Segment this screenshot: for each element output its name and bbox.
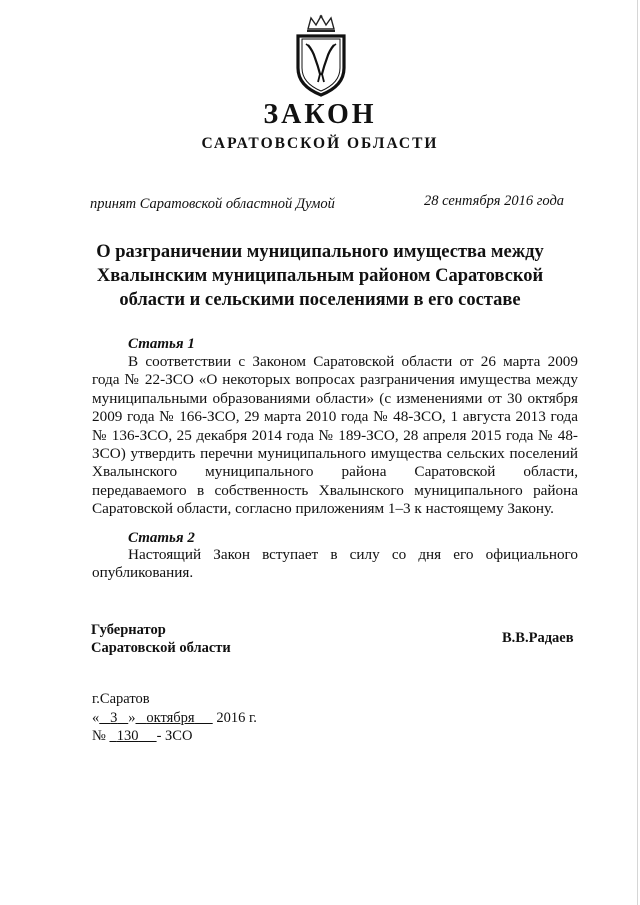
date-day: 3	[110, 709, 118, 726]
law-name: О разграничении муниципального имущества между Хвалынским муниципальным районом Саратовской области и сельскими поселениями в его составе	[96, 242, 544, 310]
number-suffix: - ЗСО	[156, 728, 193, 744]
signatory-title-line-2: Саратовской области	[91, 640, 231, 656]
document-subtitle: САРАТОВСКОЙ ОБЛАСТИ	[201, 135, 439, 152]
saratov-coat-of-arms-icon	[291, 14, 351, 98]
date-line	[92, 709, 257, 728]
place-date-number-block	[92, 690, 257, 746]
date-year: 2016 г.	[216, 709, 257, 726]
document-title: ЗАКОН	[263, 99, 377, 130]
adopted-date: 28 сентября 2016 года	[424, 193, 565, 209]
number-line	[92, 727, 257, 746]
signatory-title-line-1: Губернатор	[91, 622, 166, 638]
date-open-quote: «	[92, 709, 100, 726]
signatory-title	[91, 621, 231, 657]
signatory-name: В.В.Радаев	[502, 630, 574, 646]
place: г.Саратов	[92, 691, 150, 707]
adopted-by: принят Саратовской областной Думой	[90, 196, 335, 212]
number-prefix: №	[92, 728, 106, 744]
article-1-heading: Статья 1	[128, 336, 195, 352]
law-number: 130	[116, 728, 139, 744]
article-1-text: В соответствии с Законом Саратовской области от 26 марта 2009 года № 22-ЗСО «О некоторых вопросах разграничения имущества между муниципальными образованиями области» (с изменениями от 30 октября 2009 года № 166-ЗСО, 29 марта 2010 года № 48-ЗСО, 1 августа 2013 года № 136-ЗСО, 25 декабря 2014 года № 189-ЗСО, 28 апреля 2015 года № 48-ЗСО) утвердить перечни муниципального имущества сельских поселений Хвалынского муниципального района Саратовской области, передаваемого в собственность Хвалынского муниципального района Саратовской области, согласно приложениям 1–3 к настоящему Закону.	[92, 353, 578, 518]
article-2-heading: Статья 2	[128, 530, 195, 546]
date-close-quote: »	[128, 709, 136, 726]
article-2-text: Настоящий Закон вступает в силу со дня его официального опубликования.	[92, 546, 578, 582]
date-month: октября	[146, 709, 195, 726]
